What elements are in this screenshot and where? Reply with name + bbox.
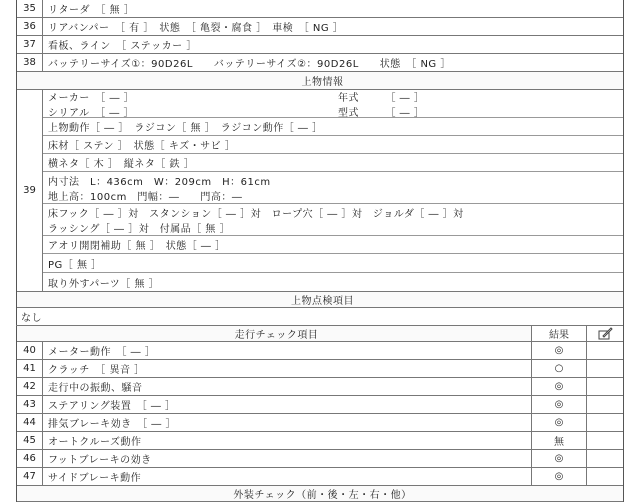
serial-field: シリアル ［ ― ］	[48, 107, 134, 119]
row-number: 36	[17, 18, 43, 35]
model-field: 型式 ［ ― ］	[338, 107, 425, 119]
sheet-table	[16, 0, 624, 502]
operation-field: 上物動作［ ― ］ ラジコン［ 無 ］ ラジコン動作［ ― ］	[43, 118, 623, 136]
row-number: 40	[17, 342, 43, 359]
row-icon-cell	[586, 432, 623, 449]
table-row	[17, 342, 623, 360]
inner-dimensions: 内寸法 L：436cm W：209cm H：61cm	[48, 176, 271, 188]
row-text: サイドブレーキ動作	[48, 473, 142, 484]
floor-field: 床材［ ステン ］ 状態［ キズ・サビ ］	[43, 136, 623, 154]
pg-field: PG［ 無 ］	[43, 254, 623, 273]
row-text: バッテリーサイズ①：90D26L バッテリーサイズ②：90D26L 状態 ［ NG ］	[48, 59, 451, 70]
row-number: 42	[17, 378, 43, 395]
maker-serial-row	[43, 90, 623, 118]
table-row	[17, 54, 623, 72]
row-number: 38	[17, 54, 43, 71]
row-icon-cell	[586, 396, 623, 413]
row-result: ◎	[531, 396, 586, 413]
row-number: 47	[17, 468, 43, 485]
table-row	[17, 396, 623, 414]
table-row	[17, 432, 623, 450]
section-header-drive	[17, 326, 623, 342]
row-text: メーター動作 ［ ― ］	[48, 347, 156, 358]
row-result: ◎	[531, 342, 586, 359]
row-icon-cell	[586, 342, 623, 359]
hooks-line-2: ラッシング［ ― ］対 付属品［ 無 ］	[48, 223, 231, 235]
beam-field: 横ネタ［ 木 ］ 縦ネタ［ 鉄 ］	[43, 154, 623, 172]
year-field: 年式 ［ ― ］	[338, 92, 425, 104]
row-icon-cell	[586, 360, 623, 377]
edit-icon-glyph	[597, 327, 613, 341]
maker-field: メーカー ［ ― ］	[48, 92, 135, 104]
row-number: 35	[17, 0, 43, 17]
table-row	[17, 360, 623, 378]
removable-parts-field: 取り外すパーツ［ 無 ］	[48, 278, 160, 290]
section-title: 上物点検項目	[17, 292, 623, 307]
row-text: フットブレーキの効き	[48, 455, 152, 466]
section-header-upper	[17, 72, 623, 90]
table-row	[17, 18, 623, 36]
row-number: 43	[17, 396, 43, 413]
row-text: ステアリング装置 ［ ― ］	[48, 401, 176, 412]
result-header: 結果	[531, 326, 586, 341]
row-number: 37	[17, 36, 43, 53]
row-number: 39	[17, 90, 43, 291]
ground-height: 地上高：100cm 門幅：― 門高：―	[48, 191, 243, 203]
upper-info-fields	[43, 90, 623, 291]
hooks-row	[43, 204, 623, 236]
inspection-value-row	[16, 308, 623, 326]
edit-icon[interactable]	[586, 326, 623, 341]
row-icon-cell	[586, 378, 623, 395]
aori-field: アオリ開閉補助［ 無 ］ 状態［ ― ］	[43, 236, 623, 254]
table-row	[17, 450, 623, 468]
row-number: 41	[17, 360, 43, 377]
row-result: 無	[531, 432, 586, 449]
section-header-inspection	[17, 292, 623, 308]
row-text: 走行中の振動、騒音	[48, 383, 143, 394]
section-title: 走行チェック項目	[17, 326, 531, 341]
section-title: 外装チェック（前・後・左・右・他）	[17, 486, 623, 501]
table-row	[17, 36, 623, 54]
row-icon-cell	[586, 468, 623, 485]
row-text: 排気ブレーキ効き ［ ― ］	[48, 419, 176, 430]
inspection-value: なし	[21, 313, 42, 324]
row-result: ○	[531, 360, 586, 377]
table-row	[17, 414, 623, 432]
row-text: オートクルーズ動作	[48, 437, 142, 448]
row-number: 44	[17, 414, 43, 431]
row-icon-cell	[586, 414, 623, 431]
row-number: 45	[17, 432, 43, 449]
row-text: 看板、ライン ［ ステッカー ］	[48, 41, 197, 52]
row-result: ◎	[531, 378, 586, 395]
row-text: リアバンパー ［ 有 ］ 状態 ［ 亀裂・腐食 ］ 車検 ［ NG ］	[48, 23, 344, 34]
table-row	[17, 0, 623, 18]
dimensions-row	[43, 172, 623, 204]
row-result: ◎	[531, 468, 586, 485]
row-text: クラッチ ［ 異音 ］	[48, 365, 145, 376]
hooks-line-1: 床フック［ ― ］対 スタンション［ ― ］対 ロープ穴［ ― ］対 ジョルダ［ ― ］対	[48, 208, 464, 220]
section-title: 上物情報	[17, 72, 623, 89]
row-number: 46	[17, 450, 43, 467]
row-result: ◎	[531, 450, 586, 467]
row-icon-cell	[586, 450, 623, 467]
row-text: リターダ ［ 無 ］	[48, 5, 135, 16]
table-row	[17, 378, 623, 396]
row-result: ◎	[531, 414, 586, 431]
section-header-exterior	[17, 486, 623, 502]
table-row	[17, 468, 623, 486]
upper-info-block	[17, 90, 623, 292]
